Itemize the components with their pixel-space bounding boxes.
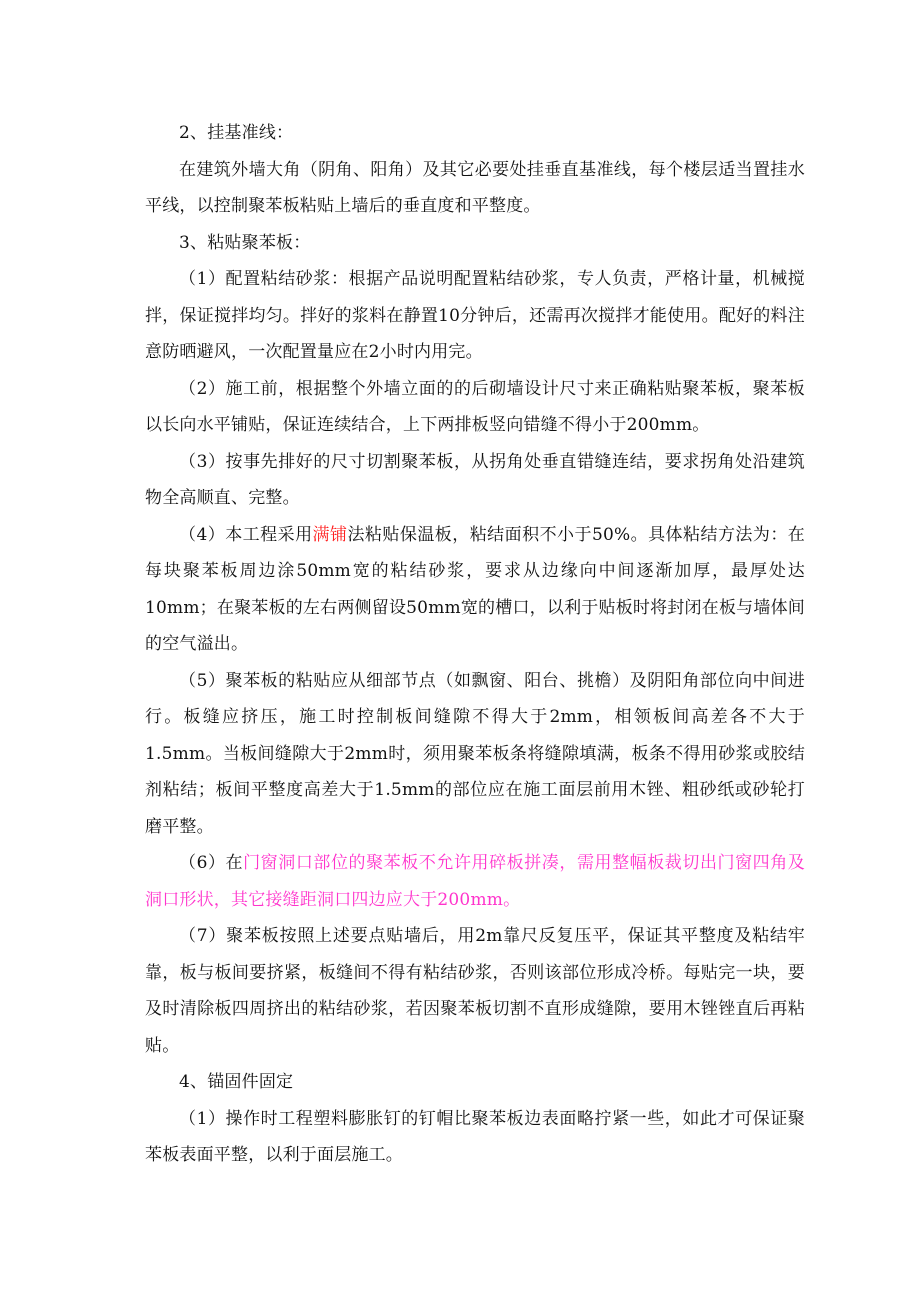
paragraph-6-highlight: 门窗洞口部位的聚苯板不允许用碎板拼凑，需用整幅板裁切出门窗四角及洞口形状，其它接缝距洞口四边应大于200mm。 [145, 853, 805, 910]
paragraph-2: （2）施工前，根据整个外墙立面的的后砌墙设计尺寸来正确粘贴聚苯板，聚苯板以长向水平铺贴，保证连续结合，上下两排板竖向错缝不得小于200mm。 [145, 378, 805, 435]
section-4-heading: 4、锚固件固定 [179, 1072, 294, 1092]
section-2-heading: 2、挂基准线： [179, 123, 294, 143]
paragraph-1: （1）配置粘结砂浆：根据产品说明配置粘结砂浆，专人负责，严格计量，机械搅拌，保证搅拌均匀。拌好的浆料在静置10分钟后，还需再次搅拌才能使用。配好的料注意防晒避风，一次配置量应在2小时内用完。 [145, 269, 805, 362]
paragraph-7: （7）聚苯板按照上述要点贴墙后，用2m靠尺反复压平，保证其平整度及粘结牢靠，板与板间要挤紧，板缝间不得有粘结砂浆，否则该部位形成冷桥。每贴完一块，要及时清除板四周挤出的粘结砂浆，若因聚苯板切割不直形成缝隙，要用木锉锉直后再粘贴。 [145, 926, 805, 1056]
paragraph-4-highlight: 满铺 [312, 524, 348, 545]
paragraph-4-prefix: （4）本工程采用 [179, 524, 313, 545]
paragraph-4-rest: 法粘贴保温板，粘结面积不小于50%。具体粘结方法为：在每块聚苯板周边涂50mm宽的粘结砂浆，要求从边缘向中间逐渐加厚，最厚处达10mm；在聚苯板的左右两侧留设50mm宽的槽口，以利于贴板时将封闭在板与墙体间的空气溢出。 [145, 524, 805, 654]
paragraph-4 [145, 517, 805, 663]
document-page [145, 115, 805, 1174]
paragraph-6 [145, 845, 805, 918]
paragraph-6-prefix: （6）在 [179, 853, 244, 873]
paragraph-3: （3）按事先排好的尺寸切割聚苯板，从拐角处垂直错缝连结，要求拐角处沿建筑物全高顺直、完整。 [145, 451, 805, 508]
section-3-heading: 3、粘贴聚苯板： [179, 232, 311, 253]
section-2-body: 在建筑外墙大角（阴角、阳角）及其它必要处挂垂直基准线，每个楼层适当置挂水平线，以控制聚苯板粘贴上墙后的垂直度和平整度。 [145, 159, 805, 216]
paragraph-8: （1）操作时工程塑料膨胀钉的钉帽比聚苯板边表面略拧紧一些，如此才可保证聚苯板表面平整，以利于面层施工。 [145, 1108, 805, 1165]
paragraph-5: （5）聚苯板的粘贴应从细部节点（如飘窗、阳台、挑檐）及阴阳角部位向中间进行。板缝应挤压，施工时控制板间缝隙不得大于2mm，相领板间高差各不大于1.5mm。当板间缝隙大于2mm时，须用聚苯板条将缝隙填满，板条不得用砂浆或胶结剂粘结；板间平整度高差大于1.5mm的部位应在施工面层前用木锉、粗砂纸或砂轮打磨平整。 [145, 670, 805, 837]
